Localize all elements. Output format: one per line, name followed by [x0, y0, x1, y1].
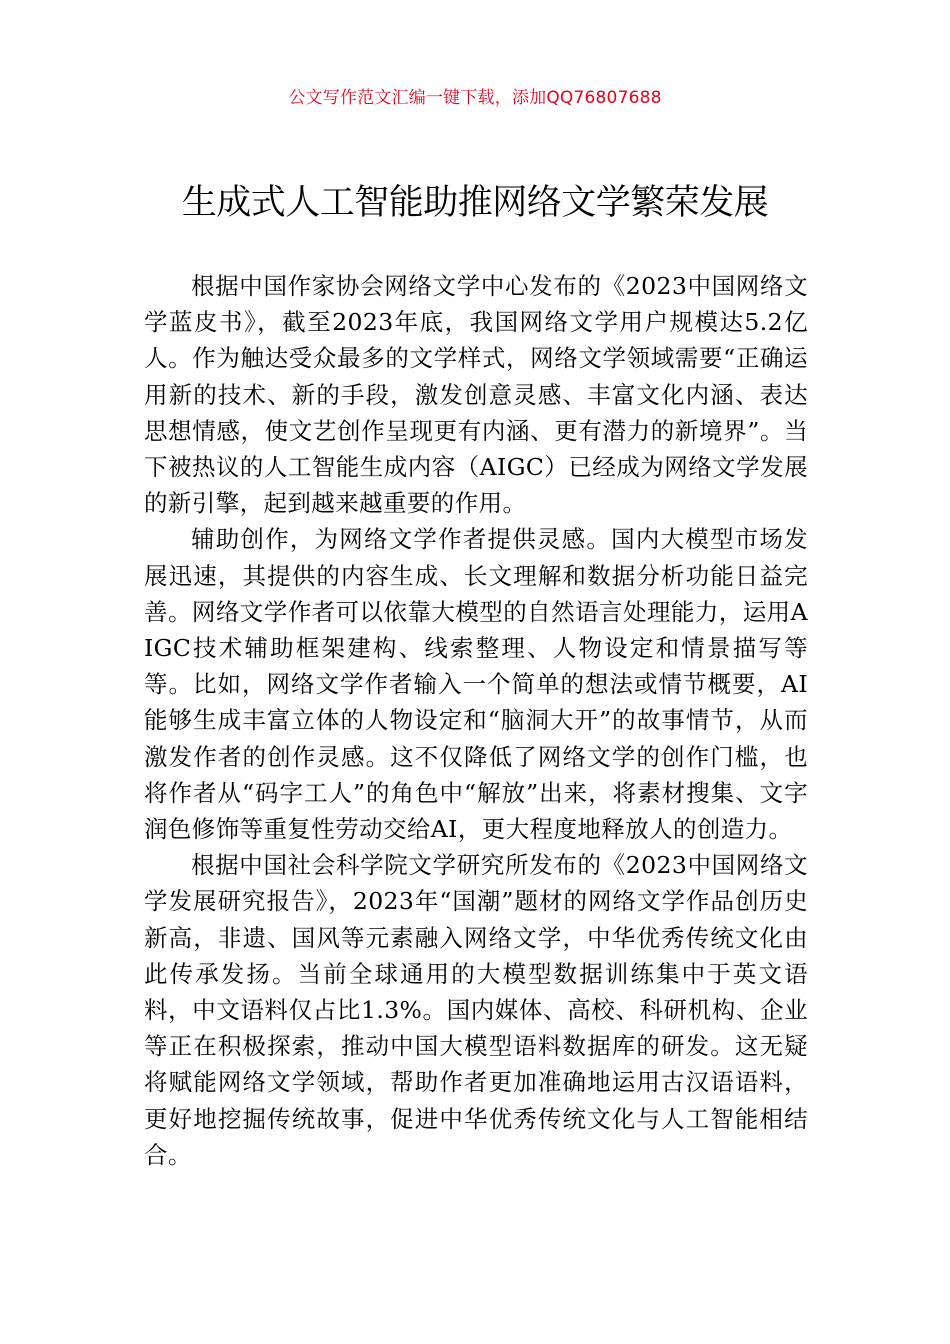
paragraph-intro: 根据中国作家协会网络文学中心发布的《2023中国网络文学蓝皮书》，截至2023年底，我国网络文学用户规模达5.2亿人。作为触达受众最多的文学样式，网络文学领域需要“正确运用新的技术、新的手段，激发创意灵感、丰富文化内涵、表达思想情感，使文艺创作呈现更有内涵、更有潜力的新境界”。当下被热议的人工智能生成内容（AIGC）已经成为网络文学发展的新引擎，起到越来越重要的作用。	[144, 272, 808, 518]
download-promo-note: 公文写作范文汇编一键下载，添加QQ76807688	[288, 88, 662, 108]
document-body	[144, 268, 808, 1173]
paragraph-traditional-culture: 根据中国社会科学院文学研究所发布的《2023中国网络文学发展研究报告》，2023年“国潮”题材的网络文学作品创历史新高，非遗、国风等元素融入网络文学，中华优秀传统文化由此传承发扬。当前全球通用的大模型数据训练集中于英文语料，中文语料仅占比1.3%。国内媒体、高校、科研机构、企业等正在积极探索，推动中国大模型语料数据库的研发。这无疑将赋能网络文学领域，帮助作者更加准确地运用古汉语语料，更好地挖掘传统故事，促进中华优秀传统文化与人工智能相结合。	[144, 851, 808, 1169]
paragraph-assisted-creation: 辅助创作，为网络文学作者提供灵感。国内大模型市场发展迅速，其提供的内容生成、长文理解和数据分析功能日益完善。网络文学作者可以依靠大模型的自然语言处理能力，运用AIGC技术辅助框架建构、线索整理、人物设定和情景描写等等。比如，网络文学作者输入一个简单的想法或情节概要，AI能够生成丰富立体的人物设定和“脑洞大开”的故事情节，从而激发作者的创作灵感。这不仅降低了网络文学的创作门槛，也将作者从“码字工人”的角色中“解放”出来，将素材搜集、文字润色修饰等重复性劳动交给AI，更大程度地释放人的创造力。	[144, 525, 808, 844]
document-title: 生成式人工智能助推网络文学繁荣发展	[181, 183, 769, 223]
